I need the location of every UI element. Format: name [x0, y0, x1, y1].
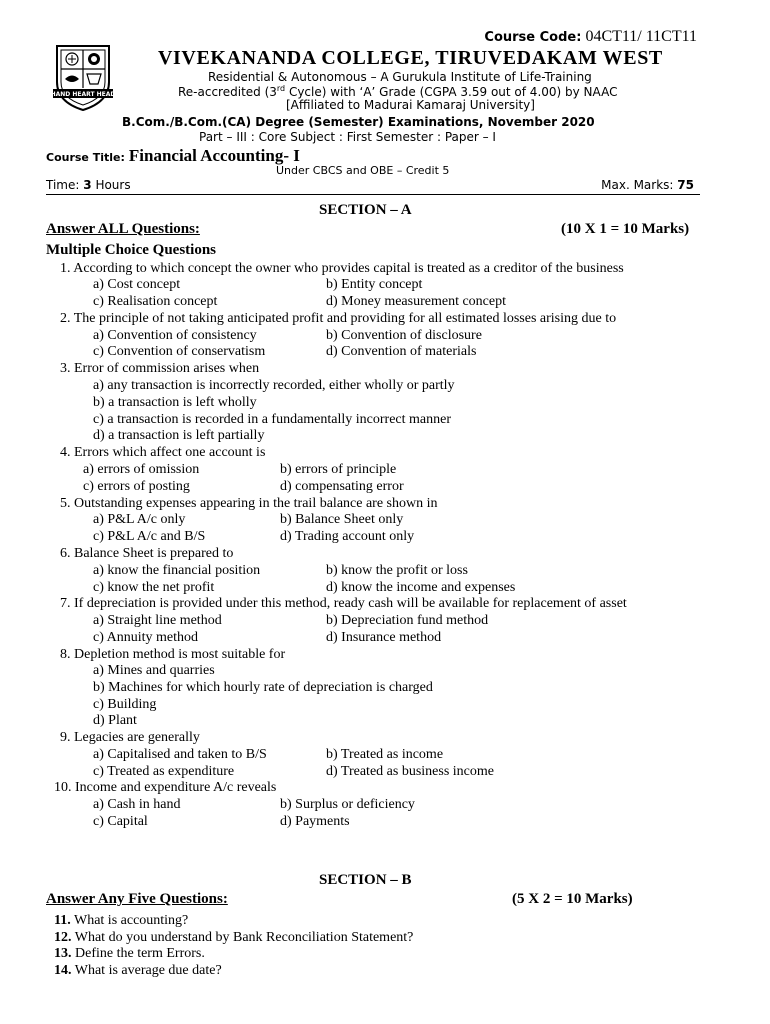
header-divider [46, 194, 700, 195]
question-13-text: Define the term Errors. [75, 946, 205, 961]
q8-option-c: c) Building [93, 697, 157, 712]
section-a-instruction: Answer ALL Questions: [46, 221, 200, 237]
question-11 [54, 913, 188, 929]
q1-option-c: c) Realisation concept [93, 294, 218, 309]
q9-option-d: d) Treated as business income [326, 764, 494, 779]
q5-option-c: c) P&L A/c and B/S [93, 529, 206, 544]
q4-option-c: c) errors of posting [83, 479, 190, 494]
q6-option-c: c) know the net profit [93, 580, 215, 595]
q9-option-c: c) Treated as expenditure [93, 764, 235, 779]
question-8: 8. Depletion method is most suitable for [60, 647, 286, 662]
question-11-number: 11. [54, 913, 71, 928]
college-name: VIVEKANANDA COLLEGE, TIRUVEDAKAM WEST [158, 47, 663, 69]
q5-option-d: d) Trading account only [280, 529, 415, 544]
q4-option-b: b) errors of principle [280, 462, 397, 477]
time-label: Time: [46, 178, 80, 192]
q10-option-a: a) Cash in hand [93, 797, 181, 812]
q5-option-a: a) P&L A/c only [93, 512, 186, 527]
q1-option-a: a) Cost concept [93, 277, 181, 292]
header-line-3: [Affiliated to Madurai Kamaraj University] [286, 98, 535, 112]
max-marks-line [601, 178, 694, 192]
time-value: 3 [83, 178, 92, 192]
question-14-number: 14. [54, 963, 72, 978]
q9-option-b: b) Treated as income [326, 747, 444, 762]
q3-option-c: c) a transaction is recorded in a fundamentally incorrect manner [93, 412, 452, 427]
question-1: 1. According to which concept the owner who provides capital is treated as a creditor of the business [60, 261, 624, 276]
q4-option-a: a) errors of omission [83, 462, 200, 477]
section-b-marks: (5 X 2 = 10 Marks) [512, 891, 633, 907]
course-title [46, 146, 300, 166]
question-11-text: What is accounting? [73, 913, 189, 928]
q10-option-d: d) Payments [280, 814, 350, 829]
section-b-instruction: Answer Any Five Questions: [46, 891, 228, 907]
course-code [484, 28, 697, 46]
q8-option-b: b) Machines for which hourly rate of depreciation is charged [93, 680, 433, 695]
question-5: 5. Outstanding expenses appearing in the trail balance are shown in [60, 496, 438, 511]
header-line-2-sup: rd [276, 84, 286, 93]
time-line [46, 178, 131, 192]
q2-option-d: d) Convention of materials [326, 344, 477, 359]
q10-option-c: c) Capital [93, 814, 148, 829]
question-7: 7. If depreciation is provided under this method, ready cash will be available for replacement of asset [60, 596, 627, 611]
q1-option-b: b) Entity concept [326, 277, 423, 292]
part-line: Part – III : Core Subject : First Semester : Paper – I [199, 130, 496, 144]
q2-option-c: c) Convention of conservatism [93, 344, 266, 359]
max-marks-value: 75 [677, 178, 694, 192]
course-title-value: Financial Accounting- I [128, 146, 300, 165]
q5-option-b: b) Balance Sheet only [280, 512, 404, 527]
exam-line: B.Com./B.Com.(CA) Degree (Semester) Examinations, November 2020 [122, 115, 595, 129]
question-12 [54, 930, 413, 946]
question-12-text: What do you understand by Bank Reconciliation Statement? [74, 930, 414, 945]
course-code-value: 04CT11/ 11CT11 [585, 28, 697, 45]
q7-option-b: b) Depreciation fund method [326, 613, 489, 628]
q2-option-a: a) Convention of consistency [93, 328, 257, 343]
q6-option-d: d) know the income and expenses [326, 580, 516, 595]
q8-option-a: a) Mines and quarries [93, 663, 215, 678]
q10-option-b: b) Surplus or deficiency [280, 797, 415, 812]
question-13 [54, 946, 205, 962]
q3-option-b: b) a transaction is left wholly [93, 395, 257, 410]
course-code-label: Course Code: [484, 30, 582, 45]
header-line-2-pre: Re-accredited (3 [178, 85, 277, 99]
question-3: 3. Error of commission arises when [60, 361, 260, 376]
q7-option-a: a) Straight line method [93, 613, 222, 628]
question-6: 6. Balance Sheet is prepared to [60, 546, 234, 561]
question-4: 4. Errors which affect one account is [60, 445, 266, 460]
header-line-2-post: Cycle) with ‘A’ Grade (CGPA 3.59 out of 4.00) by NAAC [285, 85, 618, 99]
max-marks-label: Max. Marks: [601, 178, 674, 192]
q6-option-a: a) know the financial position [93, 563, 261, 578]
section-a-title: SECTION – A [319, 202, 412, 218]
q4-option-d: d) compensating error [280, 479, 404, 494]
q3-option-a: a) any transaction is incorrectly recorded, either wholly or partly [93, 378, 455, 393]
question-14 [54, 963, 222, 979]
q7-option-d: d) Insurance method [326, 630, 442, 645]
q8-option-d: d) Plant [93, 713, 137, 728]
section-b-title: SECTION – B [319, 872, 412, 888]
q7-option-c: c) Annuity method [93, 630, 198, 645]
question-10: 10. Income and expenditure A/c reveals [54, 780, 277, 795]
college-logo [51, 42, 115, 112]
q3-option-d: d) a transaction is left partially [93, 428, 265, 443]
mcq-subheading: Multiple Choice Questions [46, 242, 217, 258]
q9-option-a: a) Capitalised and taken to B/S [93, 747, 267, 762]
section-a-marks: (10 X 1 = 10 Marks) [561, 221, 690, 237]
header-line-1: Residential & Autonomous – A Gurukula Institute of Life-Training [208, 70, 592, 84]
cbcs-line: Under CBCS and OBE – Credit 5 [276, 164, 450, 177]
question-2: 2. The principle of not taking anticipated profit and providing for all estimated losses arising due to [60, 311, 617, 326]
question-14-text: What is average due date? [74, 963, 222, 978]
question-13-number: 13. [54, 946, 72, 961]
question-9: 9. Legacies are generally [60, 730, 200, 745]
course-title-label: Course Title: [46, 151, 125, 164]
question-12-number: 12. [54, 930, 72, 945]
q6-option-b: b) know the profit or loss [326, 563, 468, 578]
time-unit: Hours [95, 178, 131, 192]
q1-option-d: d) Money measurement concept [326, 294, 506, 309]
q2-option-b: b) Convention of disclosure [326, 328, 482, 343]
svg-text:HAND HEART HEAD: HAND HEART HEAD [51, 91, 115, 98]
header-line-2 [178, 84, 617, 99]
